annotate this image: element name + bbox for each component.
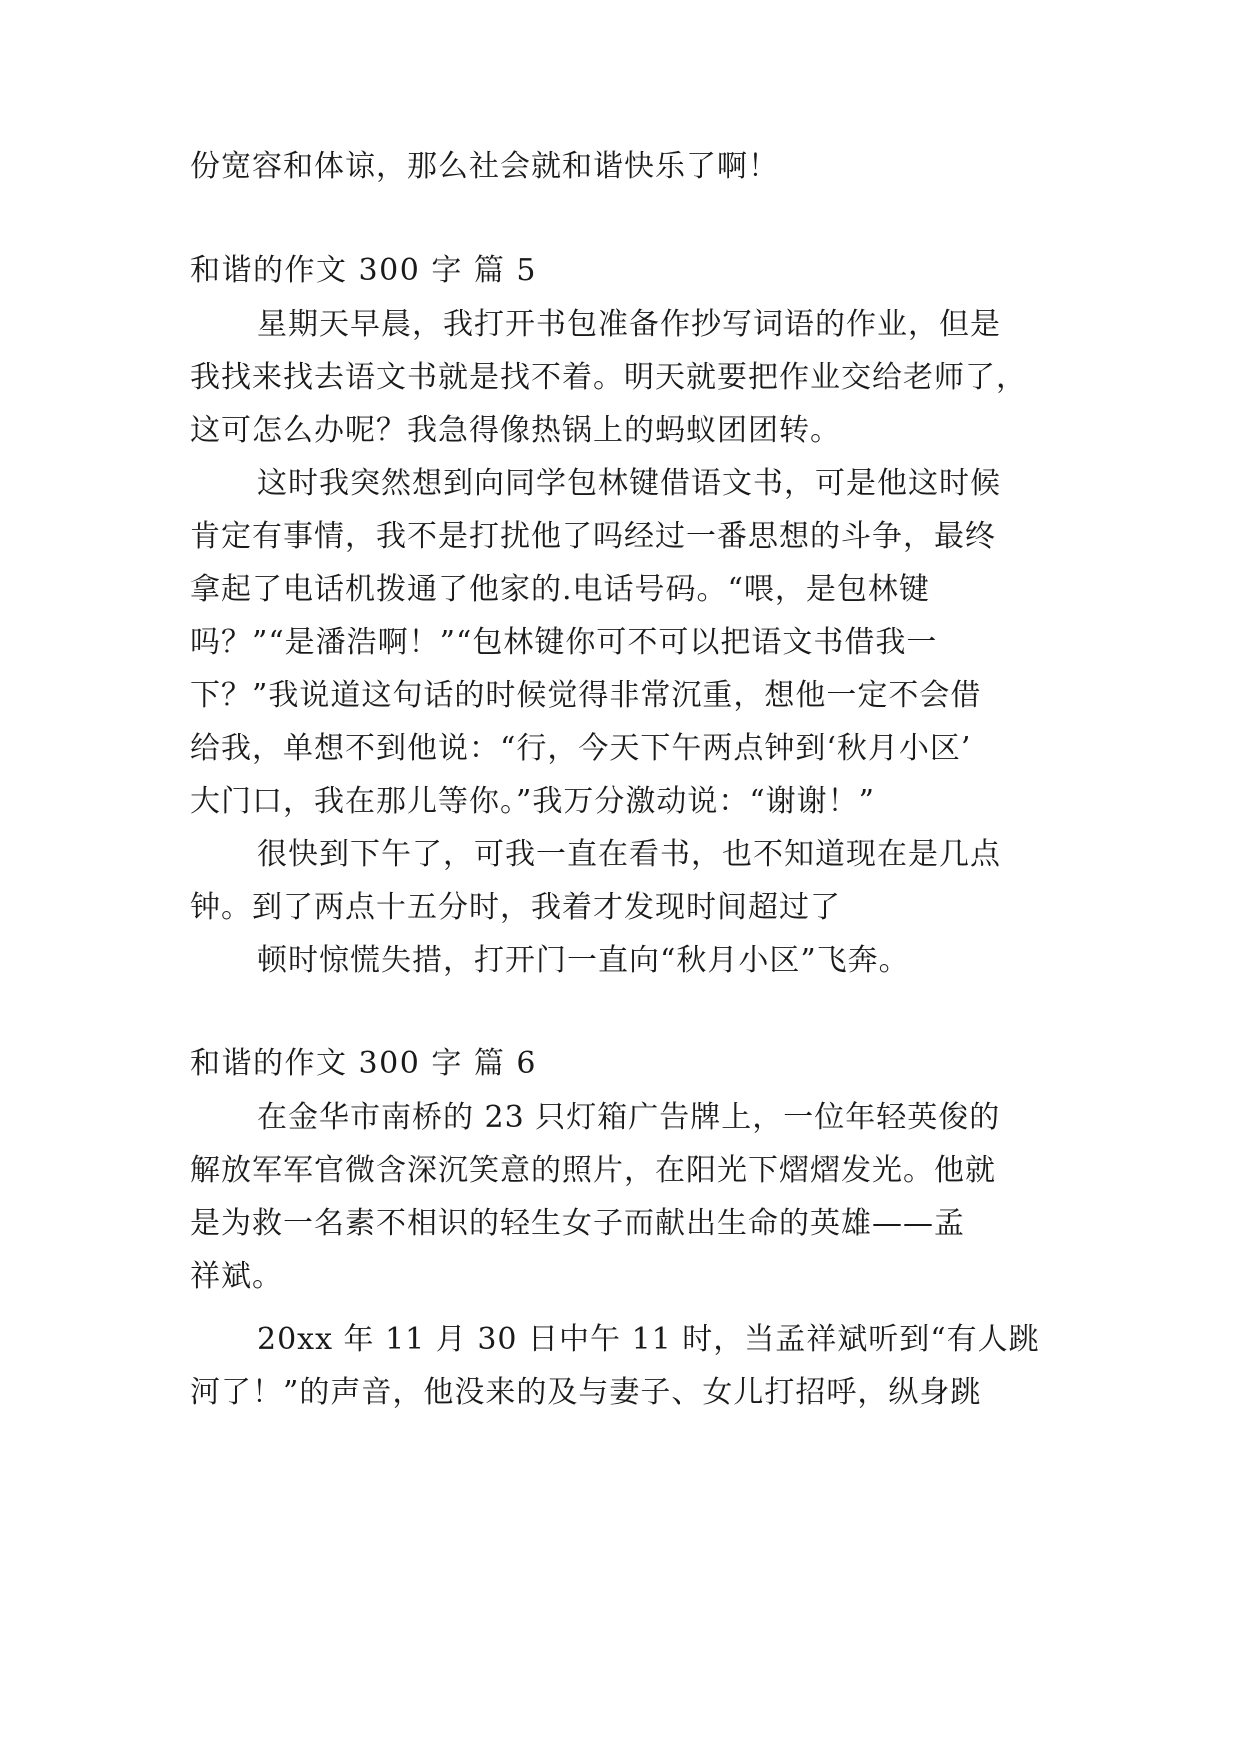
text-line: 我找来找去语文书就是找不着。明天就要把作业交给老师了， bbox=[190, 360, 1027, 395]
text-line: 在金华市南桥的 23 只灯箱广告牌上，一位年轻英俊的 bbox=[257, 1100, 1001, 1135]
section-heading-5: 和谐的作文 300 字 篇 5 bbox=[190, 253, 537, 288]
text-line: 顿时惊慌失措，打开门一直向“秋月小区”飞奔。 bbox=[257, 943, 910, 978]
text-line: 这可怎么办呢？我急得像热锅上的蚂蚁团团转。 bbox=[190, 413, 841, 448]
text-line: 解放军军官微含深沉笑意的照片，在阳光下熠熠发光。他就 bbox=[190, 1153, 996, 1188]
text-line: 给我，单想不到他说：“行，今天下午两点钟到‘秋月小区’ bbox=[190, 731, 972, 766]
text-line: 是为救一名素不相识的轻生女子而献出生命的英雄——孟 bbox=[190, 1206, 965, 1241]
text-line: 吗？”“是潘浩啊！”“包林键你可不可以把语文书借我一 bbox=[190, 625, 938, 660]
text-line: 很快到下午了，可我一直在看书，也不知道现在是几点 bbox=[257, 837, 1001, 872]
text-line: 祥斌。 bbox=[190, 1259, 283, 1294]
paragraph-continuation: 份宽容和体谅，那么社会就和谐快乐了啊！ bbox=[190, 149, 779, 184]
text-line: 拿起了电话机拨通了他家的.电话号码。“喂，是包林键 bbox=[190, 572, 930, 607]
text-line: 大门口，我在那儿等你。”我万分激动说：“谢谢！” bbox=[190, 784, 876, 819]
text-line: 这时我突然想到向同学包林键借语文书，可是他这时候 bbox=[257, 466, 1001, 501]
text-line: 星期天早晨，我打开书包准备作抄写词语的作业，但是 bbox=[257, 307, 1001, 342]
section-heading-6: 和谐的作文 300 字 篇 6 bbox=[190, 1046, 537, 1081]
text-line: 肯定有事情，我不是打扰他了吗经过一番思想的斗争，最终 bbox=[190, 519, 996, 554]
text-line: 钟。到了两点十五分时，我着才发现时间超过了 bbox=[190, 890, 841, 925]
text-line: 20xx 年 11 月 30 日中午 11 时，当孟祥斌听到“有人跳 bbox=[257, 1322, 1040, 1357]
text-line: 下？”我说道这句话的时候觉得非常沉重，想他一定不会借 bbox=[190, 678, 982, 713]
text-line: 河了！”的声音，他没来的及与妻子、女儿打招呼，纵身跳 bbox=[190, 1375, 982, 1410]
